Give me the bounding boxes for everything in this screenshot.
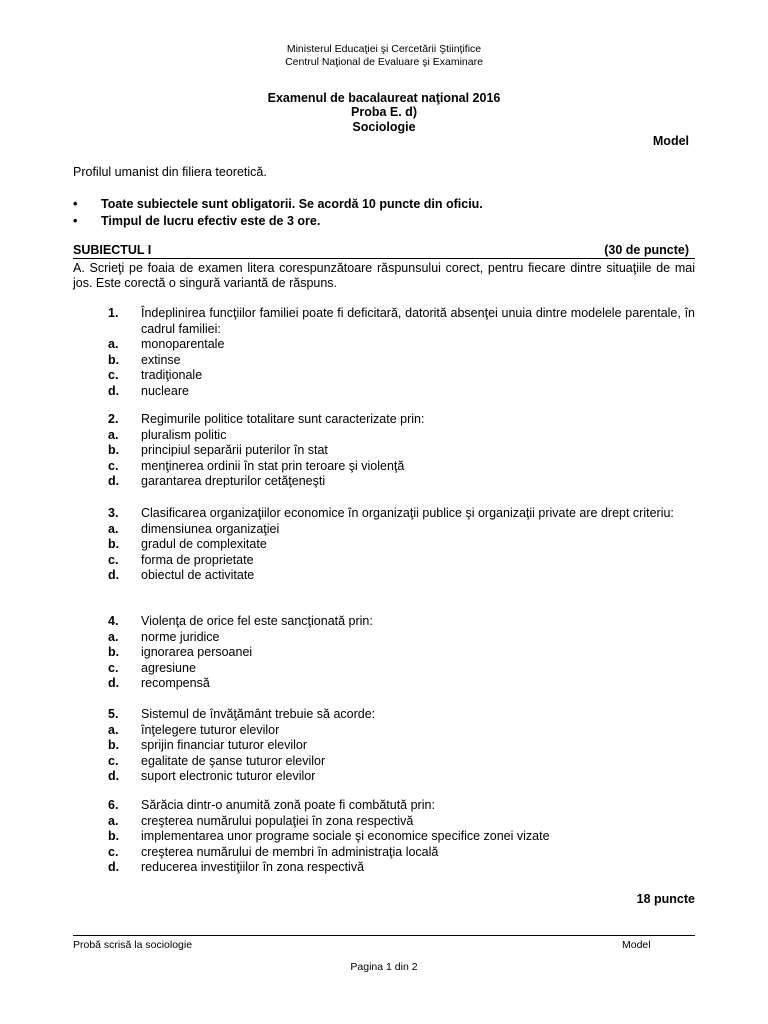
question-number: 2.: [108, 412, 119, 426]
answer-option: [73, 368, 695, 384]
option-text: înţelegere tuturor elevilor: [141, 722, 280, 737]
option-text: creşterea numărului de membri în administraţia locală: [141, 844, 439, 859]
answer-option: [73, 754, 695, 770]
option-letter: b.: [108, 645, 120, 659]
option-letter: d.: [108, 676, 120, 690]
answer-option: [73, 738, 695, 754]
option-text: suport electronic tuturor elevilor: [141, 769, 316, 783]
option-text: reducerea investiţiilor în zona respectivă: [141, 860, 365, 874]
option-text: implementarea unor programe sociale şi economice specifice zonei vizate: [141, 829, 550, 843]
answer-option: [73, 522, 695, 538]
subject-heading: [73, 243, 695, 259]
question-stem: Sărăcia dintr-o anumită zonă poate fi combătută prin:: [141, 798, 435, 812]
option-letter: c.: [108, 552, 119, 567]
question-stem: Îndeplinirea funcţiilor familiei poate fi deficitară, datorită absenţei unuia dintre modelele parentale, în cadrul familiei:: [141, 306, 695, 336]
option-text: creşterea numărului populaţiei în zona respectivă: [141, 813, 414, 828]
option-text: monoparentale: [141, 337, 225, 351]
answer-option: [73, 860, 695, 876]
exam-title: Examenul de bacalaureat naţional 2016: [267, 91, 501, 105]
answer-option: [73, 474, 695, 490]
question-stem: Regimurile politice totalitare sunt caracterizate prin:: [141, 412, 425, 426]
answer-option: [73, 337, 695, 353]
answer-option: [73, 428, 695, 444]
option-text: dimensiunea organizaţiei: [141, 521, 280, 536]
footer-divider: [73, 935, 695, 936]
question-number: 1.: [108, 306, 119, 320]
answer-option: [73, 553, 695, 569]
question-item: [73, 798, 695, 876]
bullet-icon: •: [73, 197, 78, 211]
option-letter: b.: [108, 352, 120, 367]
option-text: nucleare: [141, 383, 189, 398]
option-text: sprijin financiar tuturor elevilor: [141, 738, 308, 752]
question-stem: Violenţa de orice fel este sancţionată prin:: [141, 614, 373, 628]
option-text: obiectul de activitate: [141, 568, 255, 582]
option-text: extinse: [141, 352, 181, 367]
option-letter: a.: [108, 813, 119, 828]
option-letter: a.: [108, 629, 119, 644]
header-ministry: Ministerul Educaţiei şi Cercetării Ştiinţifice: [286, 43, 482, 55]
question-number: 5.: [108, 707, 119, 721]
answer-option: [73, 829, 695, 845]
answer-option: [73, 645, 695, 661]
option-letter: c.: [108, 368, 119, 382]
option-letter: a.: [108, 722, 119, 737]
answer-option: [73, 845, 695, 861]
option-text: gradul de complexitate: [141, 537, 267, 551]
question-number: 3.: [108, 506, 119, 520]
option-text: agresiune: [141, 660, 196, 675]
page-number: Pagina 1 din 2: [350, 961, 418, 973]
model-label: Model: [652, 134, 689, 148]
answer-option: [73, 661, 695, 677]
answer-option: [73, 537, 695, 553]
answer-option: [73, 769, 695, 785]
answer-option: [73, 353, 695, 369]
option-text: pluralism politic: [141, 427, 227, 442]
question-stem: Clasificarea organizaţiilor economice în organizaţii publice şi organizaţii private are drept criteriu:: [141, 506, 674, 520]
subject-title: SUBIECTUL I: [73, 243, 152, 257]
subject-points: (30 de puncte): [604, 243, 689, 257]
subtotal-points: 18 puncte: [636, 892, 695, 906]
option-letter: d.: [108, 474, 120, 488]
question-stem: Sistemul de învăţământ trebuie să acorde:: [141, 707, 376, 721]
answer-option: [73, 630, 695, 646]
option-letter: c.: [108, 753, 119, 768]
question-item: [73, 412, 695, 490]
option-text: egalitate de şanse tuturor elevilor: [141, 753, 326, 768]
question-item: [73, 506, 695, 584]
option-text: norme juridice: [141, 629, 220, 644]
question-item: [73, 707, 695, 785]
exam-subject: Sociologie: [352, 120, 416, 134]
answer-option: [73, 443, 695, 459]
footer-right: Model: [622, 939, 651, 951]
answer-option: [73, 459, 695, 475]
option-text: ignorarea persoanei: [141, 645, 253, 659]
option-letter: c.: [108, 660, 119, 675]
option-text: principiul separării puterilor în stat: [141, 443, 328, 457]
answer-option: [73, 568, 695, 584]
answer-option: [73, 676, 695, 692]
profile-text: Profilul umanist din filiera teoretică.: [73, 165, 267, 179]
option-letter: c.: [108, 458, 119, 473]
question-number: 6.: [108, 798, 119, 812]
option-letter: d.: [108, 568, 120, 582]
bullet-text: Timpul de lucru efectiv este de 3 ore.: [101, 214, 321, 228]
option-letter: c.: [108, 844, 119, 859]
exam-proba: Proba E. d): [351, 105, 417, 119]
option-letter: a.: [108, 521, 119, 536]
bullet-text: Toate subiectele sunt obligatorii. Se acordă 10 puncte din oficiu.: [101, 197, 483, 211]
header-center: Centrul Naţional de Evaluare şi Examinare: [285, 56, 483, 68]
question-number: 4.: [108, 614, 119, 628]
option-text: recompensă: [141, 676, 210, 690]
bullet-icon: •: [73, 214, 78, 228]
option-letter: b.: [108, 443, 120, 457]
option-text: tradiţionale: [141, 368, 203, 382]
option-letter: a.: [108, 427, 119, 442]
subject-instruction: A. Scrieţi pe foaia de examen litera corespunzătoare răspunsului corect, pentru fiecare dintre situaţiile de mai jos. Este corectă o singură variantă de răspuns.: [73, 261, 695, 290]
option-letter: d.: [108, 860, 120, 874]
footer-left: Probă scrisă la sociologie: [73, 939, 193, 951]
option-letter: a.: [108, 337, 119, 351]
answer-option: [73, 723, 695, 739]
answer-option: [73, 384, 695, 400]
option-letter: d.: [108, 769, 120, 783]
option-letter: b.: [108, 537, 120, 551]
question-item: [73, 306, 695, 399]
option-letter: b.: [108, 829, 120, 843]
option-text: menţinerea ordinii în stat prin teroare şi violenţă: [141, 458, 405, 473]
option-text: forma de proprietate: [141, 552, 254, 567]
option-text: garantarea drepturilor cetăţeneşti: [141, 474, 326, 488]
question-item: [73, 614, 695, 692]
answer-option: [73, 814, 695, 830]
option-letter: b.: [108, 738, 120, 752]
option-letter: d.: [108, 383, 120, 398]
